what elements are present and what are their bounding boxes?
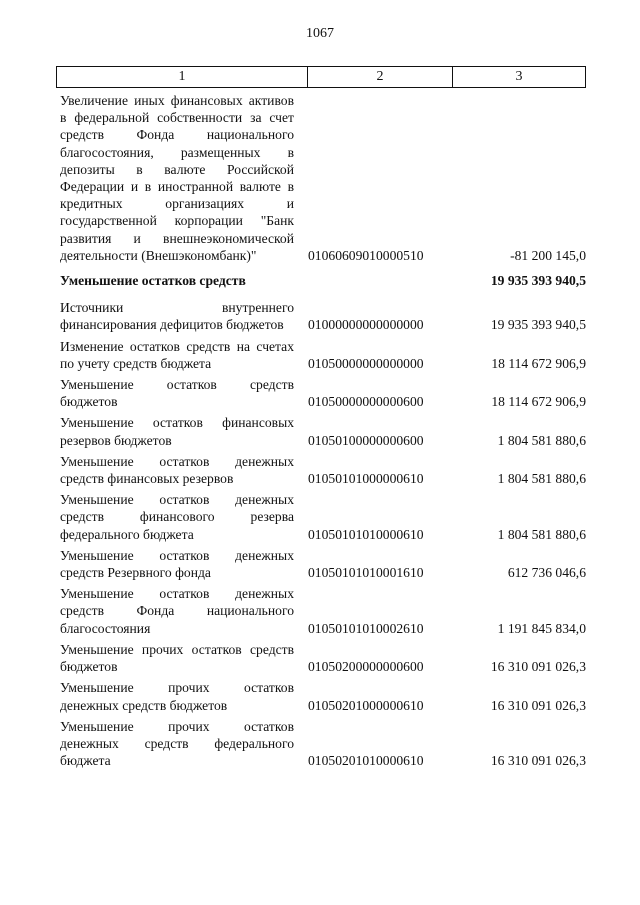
column-header-3: 3 [515, 69, 523, 84]
row-amount: -81 200 145,0 [510, 247, 586, 263]
row-name: Увеличение иных финансовых активов в федеральной собственности за счет средств Фонда национального благосостояния, размещенных в депозиты в валюте Российской Федерации и в иностранной валюте в кредитных организациях и государственной корпорации "Банк развития и внешнеэкономической деятельности (Внешэкономбанк)" [60, 93, 294, 263]
row-amount: 18 114 672 906,9 [491, 394, 586, 410]
row-code: 01050100000000600 [308, 432, 424, 448]
row-amount: 1 804 581 880,6 [497, 526, 586, 542]
column-header-2: 2 [308, 67, 453, 87]
row-name: Уменьшение остатков денежных средств Фонда национального благосостояния [60, 586, 294, 636]
row-amount: 1 191 845 834,0 [497, 620, 586, 636]
row-amount: 16 310 091 026,3 [490, 697, 586, 713]
row-amount: 612 736 046,6 [507, 565, 586, 581]
row-amount: 19 935 393 940,5 [490, 273, 586, 289]
table-row [60, 92, 586, 264]
table-row [60, 338, 586, 372]
row-code: 01000000000000000 [308, 317, 424, 333]
row-name: Уменьшение остатков денежных средств финансового резерва федерального бюджета [60, 492, 294, 542]
row-code: 01060609010000510 [308, 247, 424, 263]
table-row-section-heading [60, 272, 586, 289]
table-row [60, 679, 586, 713]
row-amount: 18 114 672 906,9 [491, 355, 586, 371]
row-name: Уменьшение остатков денежных средств финансовых резервов [60, 453, 294, 487]
row-name: Уменьшение остатков денежных средств Резервного фонда [60, 547, 294, 581]
table-row [60, 547, 586, 581]
row-name: Уменьшение прочих остатков средств бюджетов [60, 641, 294, 675]
row-code: 01050101010001610 [308, 565, 424, 581]
table-row [60, 491, 586, 543]
row-name: Уменьшение остатков финансовых резервов бюджетов [60, 415, 294, 448]
row-name: Уменьшение прочих остатков денежных средств бюджетов [60, 680, 294, 713]
row-code: 01050101010002610 [308, 620, 424, 636]
table-body [60, 92, 586, 773]
row-code: 01050201010000610 [308, 753, 424, 769]
row-amount: 16 310 091 026,3 [490, 753, 586, 769]
row-name: Уменьшение прочих остатков денежных средств федерального бюджета [60, 718, 294, 769]
table-header-row [56, 66, 586, 88]
table-row [60, 641, 586, 675]
row-code: 01050101000000610 [308, 471, 424, 487]
row-code: 01050201000000610 [308, 697, 424, 713]
row-code: 01050200000000600 [308, 659, 424, 675]
row-name: Источники внутреннего финансирования дефицитов бюджетов [60, 300, 294, 333]
row-name: Изменение остатков средств на счетах по учету средств бюджета [60, 338, 294, 371]
table-row [60, 414, 586, 448]
row-amount: 19 935 393 940,5 [490, 317, 586, 333]
table-row [60, 376, 586, 410]
column-header-1: 1 [57, 67, 308, 87]
row-amount: 16 310 091 026,3 [490, 659, 586, 675]
row-amount: 1 804 581 880,6 [497, 471, 586, 487]
row-code: 01050101010000610 [308, 526, 424, 542]
row-code: 01050000000000000 [308, 355, 424, 371]
page-number: 1067 [306, 26, 334, 41]
row-name: Уменьшение остатков средств бюджетов [60, 377, 294, 410]
table-row [60, 718, 586, 770]
row-name: Уменьшение остатков средств [60, 273, 246, 289]
row-amount: 1 804 581 880,6 [497, 432, 586, 448]
table-row [60, 585, 586, 637]
row-code: 01050000000000600 [308, 394, 424, 410]
table-row [60, 453, 586, 487]
table-row [60, 299, 586, 333]
